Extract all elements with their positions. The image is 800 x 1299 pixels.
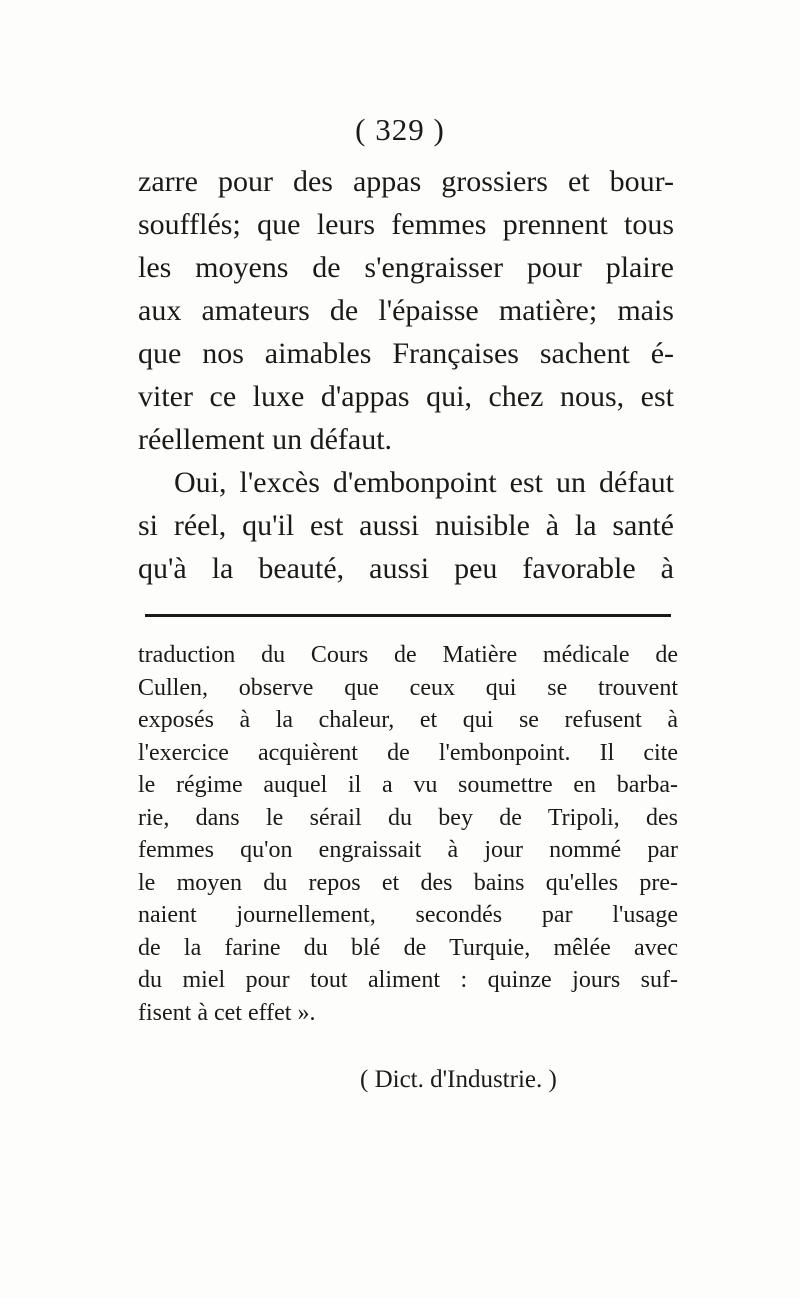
footnote [138, 639, 678, 1029]
footnote-line: le régime auquel il a vu soumettre en barba- [138, 772, 678, 798]
body-line: que nos aimables Françaises sachent é- [138, 337, 674, 370]
body-line: les moyens de s'engraisser pour plaire [138, 251, 674, 284]
footnote-line: rie, dans le sérail du bey de Tripoli, des [138, 804, 678, 831]
body-line: viter ce luxe d'appas qui, chez nous, est [138, 380, 674, 413]
body-line: soufflés; que leurs femmes prennent tous [138, 208, 674, 241]
body-line: zarre pour des appas grossiers et bour- [138, 165, 674, 198]
footnote-line: fisent à cet effet ». [138, 999, 316, 1026]
footnote-source: ( Dict. d'Industrie. ) [360, 1066, 557, 1093]
footnote-line: Cullen, observe que ceux qui se trouvent [138, 674, 678, 701]
body-line: qu'à la beauté, aussi peu favorable à [138, 552, 674, 585]
footnote-line: femmes qu'on engraissait à jour nommé par [138, 837, 678, 863]
body-line: réellement un défaut. [138, 423, 393, 456]
footnote-line: exposés à la chaleur, et qui se refusent à [138, 707, 678, 733]
footnote-divider [145, 614, 671, 617]
body-line: Oui, l'excès d'embonpoint est un défaut [174, 466, 674, 499]
footnote-line: naient journellement, secondés par l'usage [138, 902, 678, 928]
footnote-line: l'exercice acquièrent de l'embonpoint. Il cite [138, 739, 678, 766]
page-number: ( 329 ) [355, 112, 445, 147]
footnote-line: le moyen du repos et des bains qu'elles pre- [138, 869, 678, 896]
footnote-line: de la farine du blé de Turquie, mêlée avec [138, 934, 678, 961]
body-line: si réel, qu'il est aussi nuisible à la santé [138, 509, 674, 542]
footnote-line: du miel pour tout aliment : quinze jours suf- [138, 967, 678, 993]
footnote-line: traduction du Cours de Matière médicale de [138, 642, 678, 668]
body-text [138, 160, 674, 590]
body-line: aux amateurs de l'épaisse matière; mais [138, 294, 674, 327]
